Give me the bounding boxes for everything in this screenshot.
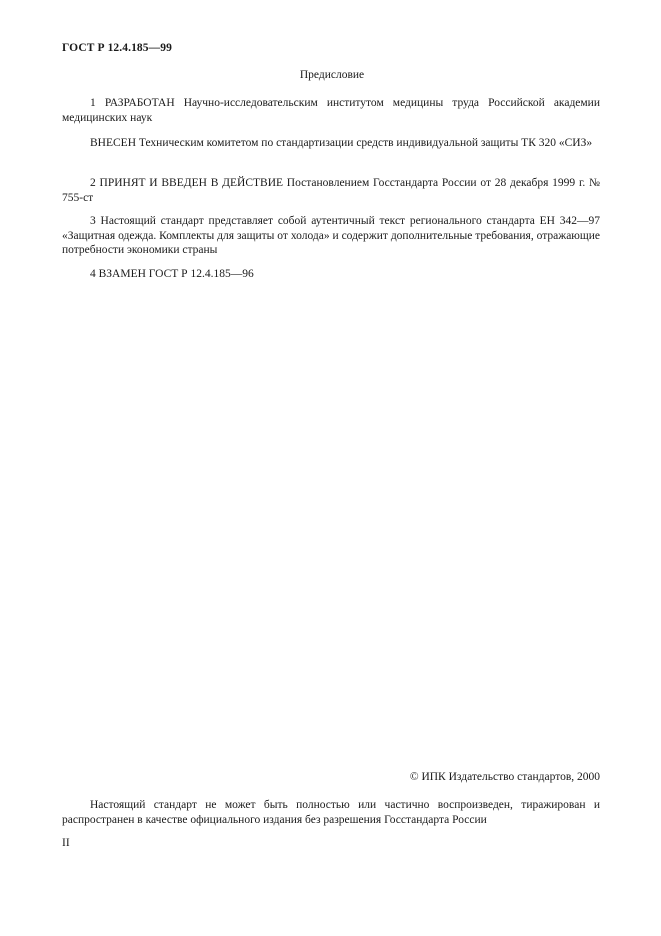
preface-item-introduced: ВНЕСЕН Техническим комитетом по стандартизации средств индивидуальной защиты ТК 320 «СИЗ» (90, 137, 593, 149)
preface-item-replaces: 4 ВЗАМЕН ГОСТ Р 12.4.185—96 (90, 268, 254, 280)
preface-item-developed: 1 РАЗРАБОТАН Научно-исследовательским институтом медицины труда Российской академии медицинских наук (62, 97, 600, 124)
preface-item-adopted: 2 ПРИНЯТ И ВВЕДЕН В ДЕЙСТВИЕ Постановлением Госстандарта России от 28 декабря 1999 г. № 755-ст (62, 177, 600, 204)
reproduction-notice: Настоящий стандарт не может быть полностью или частично воспроизведен, тиражирован и распространен в качестве официального издания без разрешения Госстандарта России (62, 799, 600, 826)
document-code: ГОСТ Р 12.4.185—99 (62, 42, 172, 54)
preface-item-authentic-text: 3 Настоящий стандарт представляет собой аутентичный текст регионального стандарта ЕН 342—97 «Защитная одежда. Комплекты для защиты от холода» и содержит дополнительные требования, отражающие потребности экономики страны (62, 215, 600, 256)
page-number: II (62, 837, 70, 849)
copyright-line: © ИПК Издательство стандартов, 2000 (409, 771, 600, 783)
preface-title: Предисловие (299, 69, 365, 81)
